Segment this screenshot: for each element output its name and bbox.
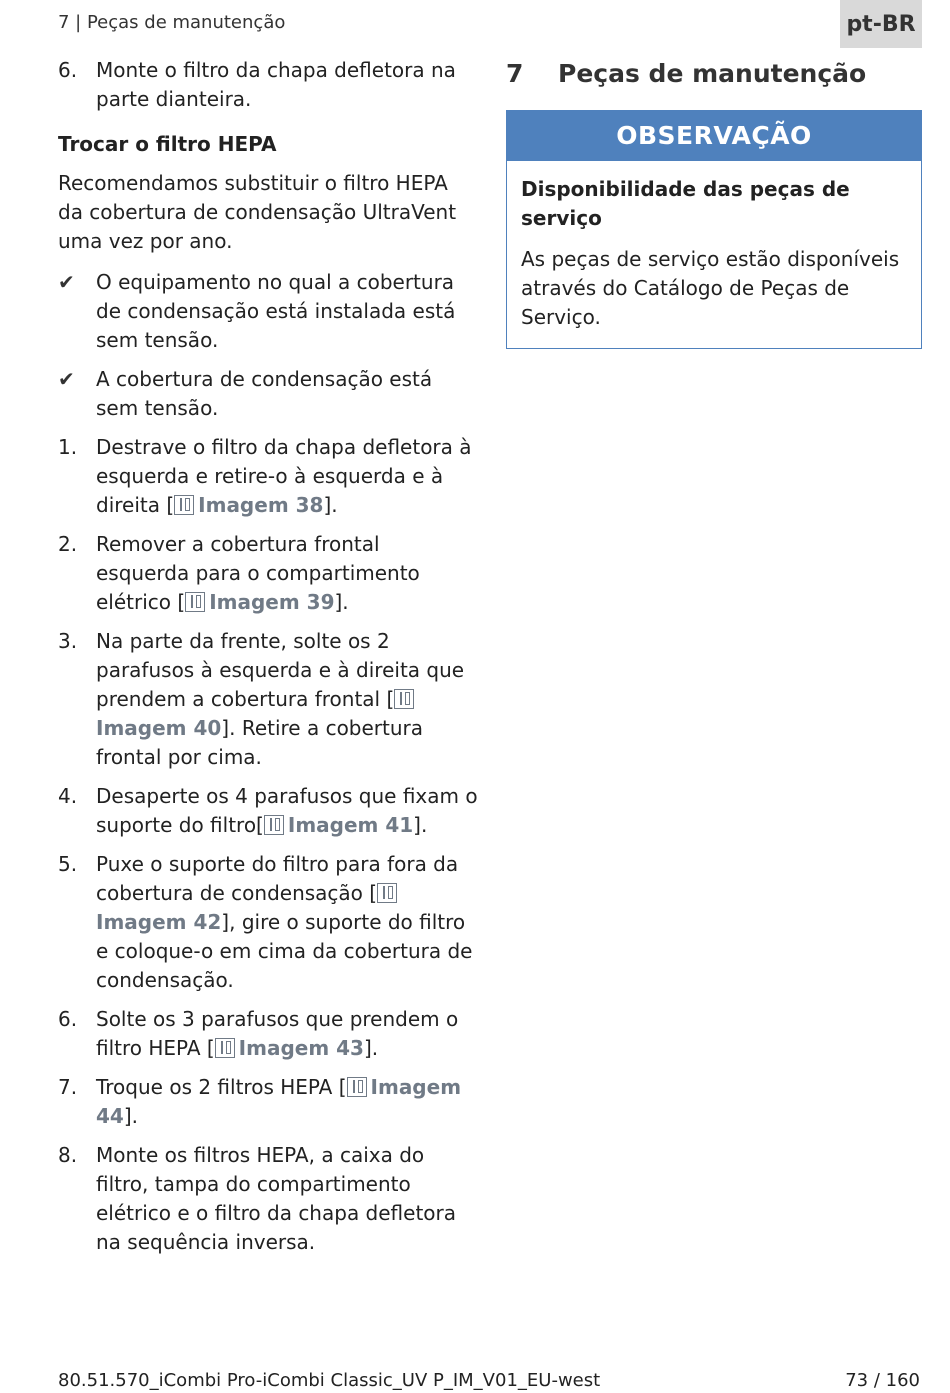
figure-reference-icon — [174, 495, 194, 515]
note-body — [507, 161, 921, 348]
step-item — [58, 627, 478, 772]
step-item — [58, 1005, 478, 1063]
step-text-pre: Desaperte os 4 parafusos que fixam o suporte do filtro[ — [96, 784, 478, 837]
step-text-pre: Troque os 2 filtros HEPA [ — [96, 1075, 347, 1099]
figure-reference-icon — [347, 1077, 367, 1097]
figure-reference-label: Imagem 39 — [209, 590, 335, 614]
footer-document-id: 80.51.570_iCombi Pro-iCombi Classic_UV P_IM_V01_EU-west — [58, 1370, 601, 1391]
checkmark-icon: ✔ — [58, 270, 75, 294]
figure-reference-link[interactable] — [185, 590, 334, 614]
step-text-pre: Solte os 3 parafusos que prendem o filtro HEPA [ — [96, 1007, 459, 1060]
step-text — [96, 627, 478, 772]
figure-reference-icon — [264, 815, 284, 835]
step-text-post: ]. — [123, 1104, 139, 1128]
figure-reference-icon — [215, 1038, 235, 1058]
figure-reference-link[interactable] — [264, 813, 413, 837]
step-item — [58, 850, 478, 995]
chapter-title: Peças de manutenção — [558, 59, 867, 88]
step-item — [58, 1141, 478, 1257]
step-text — [96, 530, 478, 617]
step-item — [58, 782, 478, 840]
item-text: Monte o filtro da chapa defletora na parte dianteira. — [96, 58, 456, 111]
precondition-item — [58, 268, 478, 355]
figure-reference-label: Imagem 44 — [96, 1075, 462, 1128]
note-header: OBSERVAÇÃO — [507, 111, 921, 161]
step-number: 2. — [58, 532, 78, 556]
note-box — [506, 110, 922, 349]
step-number: 8. — [58, 1143, 78, 1167]
step-text — [96, 1005, 478, 1063]
step-text — [96, 850, 478, 995]
figure-reference-label: Imagem 41 — [287, 813, 414, 837]
checkmark-icon: ✔ — [58, 367, 75, 391]
step-item — [58, 1073, 478, 1131]
step-number: 6. — [58, 1007, 78, 1031]
precondition-item — [58, 365, 478, 423]
list-item — [58, 56, 478, 114]
step-text — [96, 1141, 478, 1257]
step-text — [96, 782, 478, 840]
step-item — [58, 433, 478, 520]
step-text-post: ]. — [334, 590, 349, 614]
right-column — [506, 56, 922, 349]
step-text-pre: Puxe o suporte do filtro para fora da cobertura de condensação [ — [96, 852, 459, 905]
step-item — [58, 530, 478, 617]
left-column — [58, 56, 478, 1267]
figure-reference-link[interactable] — [215, 1036, 364, 1060]
step-number: 3. — [58, 629, 78, 653]
language-badge: pt-BR — [840, 0, 922, 48]
step-text — [96, 1073, 478, 1131]
step-number: 4. — [58, 784, 78, 808]
step-text-post: ]. — [323, 493, 338, 517]
figure-reference-label: Imagem 38 — [198, 493, 324, 517]
intro-paragraph: Recomendamos substituir o filtro HEPA da cobertura de condensação UltraVent uma vez por ano. — [58, 171, 457, 253]
section-subheading: Trocar o filtro HEPA — [58, 132, 277, 156]
footer-page-number: 73 / 160 — [845, 1370, 920, 1391]
note-text: As peças de serviço estão disponíveis através do Catálogo de Peças de Serviço. — [521, 247, 900, 329]
step-text-pre: Monte os filtros HEPA, a caixa do filtro, tampa do compartimento elétrico e o filtro da chapa defletora na sequência inversa. — [96, 1143, 457, 1254]
step-text-post: ], gire o suporte do filtro e coloque-o em cima da cobertura de condensação. — [96, 910, 473, 992]
figure-reference-label: Imagem 43 — [238, 1036, 364, 1060]
step-text-post: ]. — [363, 1036, 379, 1060]
figure-reference-label: Imagem 40 — [96, 716, 222, 740]
step-text-pre: Destrave o filtro da chapa defletora à esquerda e retire-o à esquerda e à direita [ — [96, 435, 472, 517]
step-number: 7. — [58, 1075, 78, 1099]
figure-reference-label: Imagem 42 — [96, 910, 222, 934]
figure-reference-link[interactable] — [174, 493, 323, 517]
step-text-post: ]. — [413, 813, 428, 837]
step-text-post: ]. Retire a cobertura frontal por cima. — [96, 716, 424, 769]
step-text — [96, 433, 478, 520]
chapter-number: 7 — [506, 59, 524, 88]
step-text-pre: Remover a cobertura frontal esquerda para o compartimento elétrico [ — [96, 532, 420, 614]
figure-reference-icon — [185, 592, 205, 612]
precondition-text: O equipamento no qual a cobertura de condensação está instalada está sem tensão. — [96, 270, 456, 352]
step-text-pre: Na parte da frente, solte os 2 parafusos à esquerda e à direita que prendem a cobertura frontal [ — [96, 629, 465, 711]
note-subheading: Disponibilidade das peças de serviço — [521, 177, 850, 230]
figure-reference-icon — [377, 883, 397, 903]
precondition-text: A cobertura de condensação está sem tensão. — [96, 367, 433, 420]
step-number: 1. — [58, 435, 78, 459]
step-number: 5. — [58, 852, 78, 876]
chapter-heading — [506, 58, 922, 90]
steps-list — [58, 433, 478, 1257]
running-header: 7 | Peças de manutenção — [58, 12, 286, 33]
item-number: 6. — [58, 58, 78, 82]
figure-reference-icon — [394, 689, 414, 709]
